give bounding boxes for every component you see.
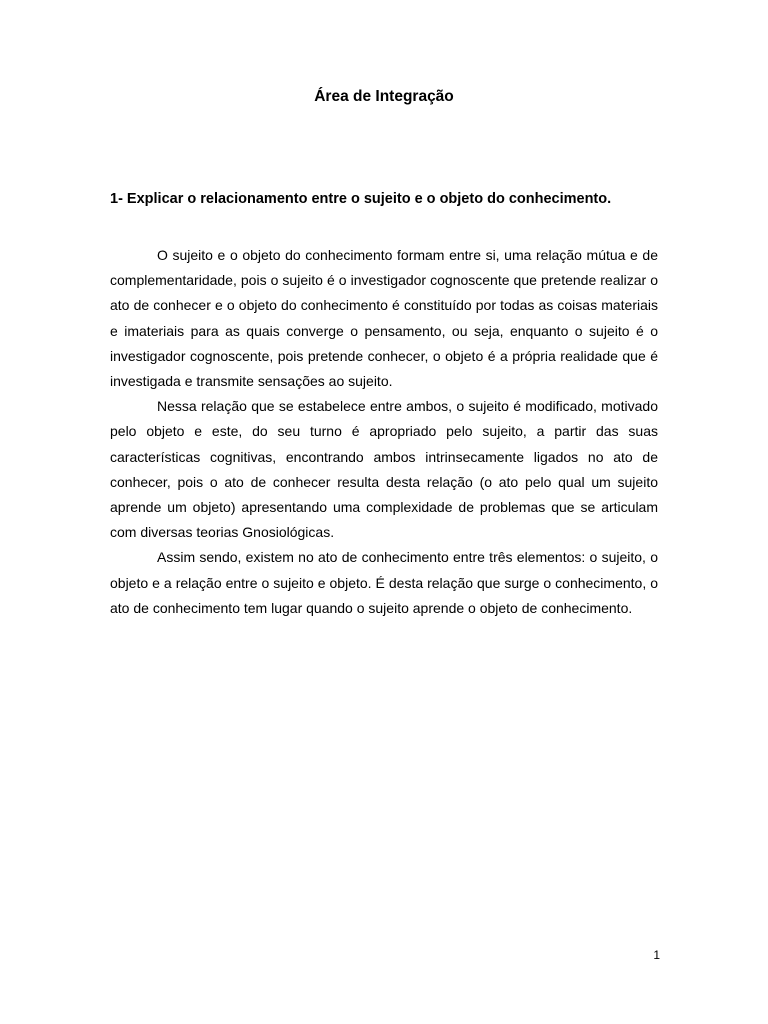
paragraph-2: Nessa relação que se estabelece entre ambos, o sujeito é modificado, motivado pelo objeto e este, do seu turno é apropriado pelo sujeito, a partir das suas características cognitivas, encontrando ambos intrinsecamente ligados no ato de conhecer, pois o ato de conhecer resulta desta relação (o ato pelo qual um sujeito aprende um objeto) apresentando uma complexidade de problemas que se articulam com diversas teorias Gnosiológicas. bbox=[110, 398, 658, 541]
answer-body bbox=[110, 243, 658, 621]
page-number: 1 bbox=[653, 948, 660, 962]
question-heading: 1- Explicar o relacionamento entre o sujeito e o objeto do conhecimento. bbox=[110, 191, 612, 207]
paragraph-3: Assim sendo, existem no ato de conhecimento entre três elementos: o sujeito, o objeto e a relação entre o sujeito e objeto. É desta relação que surge o conhecimento, o ato de conhecimento tem lugar quando o sujeito aprende o objeto de conhecimento. bbox=[110, 549, 658, 616]
page-title: Área de Integração bbox=[314, 88, 454, 105]
paragraph-1: O sujeito e o objeto do conhecimento formam entre si, uma relação mútua e de complementaridade, pois o sujeito é o investigador cognoscente que pretende realizar o ato de conhecer e o objeto do conhecimento é constituído por todas as coisas materiais e imateriais para as quais converge o pensamento, ou seja, enquanto o sujeito é o investigador cognoscente, pois pretende conhecer, o objeto é a própria realidade que é investigada e transmite sensações ao sujeito. bbox=[110, 247, 658, 390]
